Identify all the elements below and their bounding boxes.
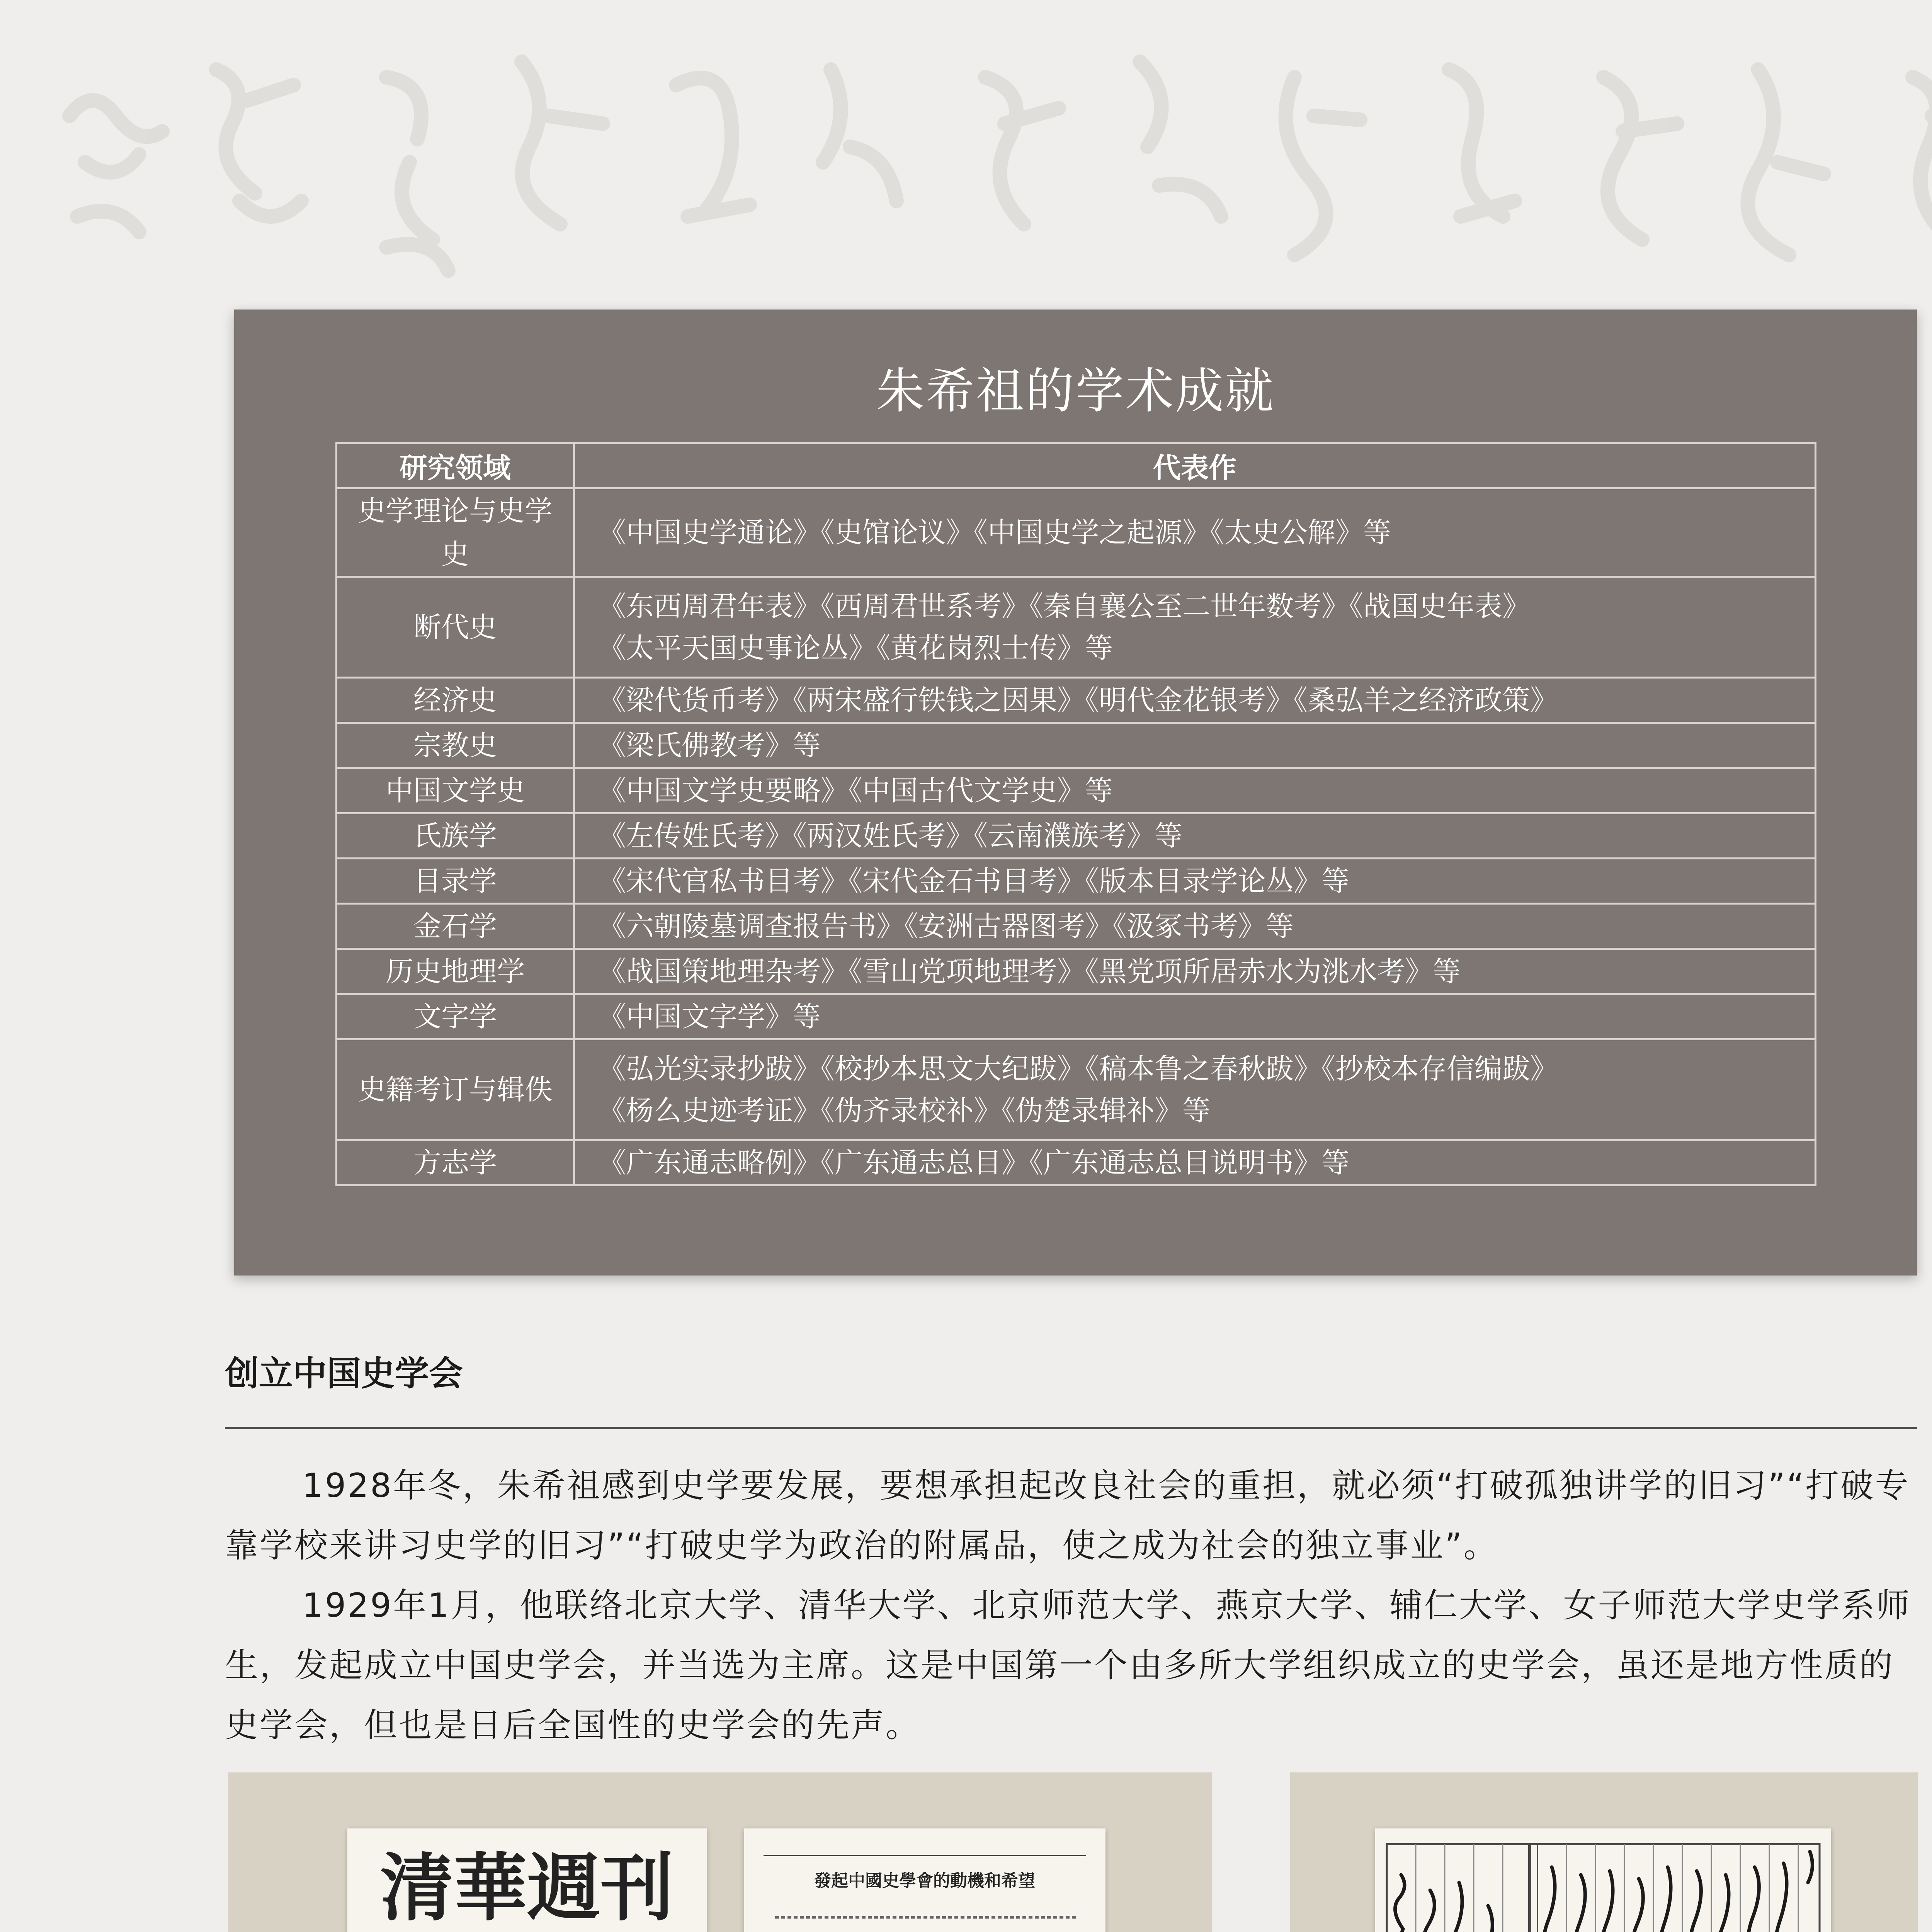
works-line: 《中国史学通论》《史馆论议》《中国史学之起源》《太史公解》等 — [598, 516, 1391, 549]
field-cell: 目录学 — [337, 859, 574, 904]
works-cell — [574, 488, 1816, 577]
works-cell — [574, 994, 1816, 1039]
works-cell — [574, 678, 1816, 723]
header-works: 代表作 — [574, 443, 1816, 488]
field-cell: 经济史 — [337, 678, 574, 723]
table-row — [337, 994, 1816, 1039]
field-cell: 断代史 — [337, 577, 574, 678]
field-cell: 中国文学史 — [337, 768, 574, 813]
works-line: 《中国文字学》等 — [598, 1000, 821, 1033]
field-cell: 历史地理学 — [337, 949, 574, 994]
table-row — [337, 1039, 1816, 1140]
field-cell: 史学理论与史学史 — [337, 488, 574, 577]
paragraph: 1928年冬，朱希祖感到史学要发展，要想承担起改良社会的重担，就必须“打破孤独讲学的旧习”“打破专靠学校来讲习史学的旧习”“打破史学为政治的附属品，使之成为社会的独立事业”。 — [225, 1466, 1910, 1565]
field-cell: 文字学 — [337, 994, 574, 1039]
table-row — [337, 678, 1816, 723]
table-row — [337, 1140, 1816, 1185]
achievements-table — [335, 442, 1816, 1186]
magazine-title: 清華週刊 — [380, 1845, 674, 1931]
table-row — [337, 813, 1816, 859]
table-row — [337, 768, 1816, 813]
works-line: 《宋代官私书目考》《宋代金石书目考》《版本目录学论丛》等 — [598, 865, 1350, 897]
works-line: 《太平天国史事论丛》《黄花岗烈士传》等 — [598, 632, 1113, 664]
table-row — [337, 904, 1816, 949]
achievements-panel — [234, 310, 1917, 1276]
works-cell — [574, 577, 1816, 678]
diary-page-image — [1375, 1828, 1831, 1932]
works-cell — [574, 768, 1816, 813]
works-line: 《梁代货币考》《两宋盛行铁钱之因果》《明代金花银考》《桑弘羊之经济政策》 — [598, 684, 1558, 716]
works-line: 《杨么史迹考证》《伪齐录校补》《伪楚录辑补》等 — [598, 1094, 1211, 1127]
panel-title: 朱希祖的学术成就 — [876, 363, 1275, 419]
table-row — [337, 488, 1816, 577]
works-cell — [574, 859, 1816, 904]
table-header-row — [337, 443, 1816, 488]
section-divider — [225, 1427, 1917, 1429]
table-row — [337, 859, 1816, 904]
works-line: 《左传姓氏考》《两汉姓氏考》《云南濮族考》等 — [598, 820, 1183, 852]
works-cell — [574, 1140, 1816, 1185]
works-line: 《广东通志略例》《广东通志总目》《广东通志总目说明书》等 — [598, 1146, 1350, 1179]
field-cell: 金石学 — [337, 904, 574, 949]
works-line: 《六朝陵墓调查报告书》《安洲古器图考》《汲冢书考》等 — [598, 910, 1294, 942]
table-row — [337, 949, 1816, 994]
photo-card-journal — [228, 1772, 1212, 1932]
article-title: 發起中國史學會的動機和希望 — [814, 1871, 1035, 1891]
works-cell — [574, 723, 1816, 768]
works-cell — [574, 904, 1816, 949]
field-cell: 史籍考订与辑佚 — [337, 1039, 574, 1140]
works-line: 《中国文学史要略》《中国古代文学史》等 — [598, 774, 1113, 807]
paragraph: 1929年1月，他联络北京大学、清华大学、北京师范大学、燕京大学、辅仁大学、女子师范大学史学系师生，发起成立中国史学会，并当选为主席。这是中国第一个由多所大学组织成立的史学会，虽还是地方性质的史学会，但也是日后全国性的史学会的先声。 — [225, 1586, 1911, 1745]
works-line: 《东西周君年表》《西周君世系考》《秦自襄公至二世年数考》《战国史年表》 — [598, 590, 1531, 622]
table-row — [337, 723, 1816, 768]
works-cell — [574, 813, 1816, 859]
works-line: 《梁氏佛教考》等 — [598, 729, 821, 762]
header-field: 研究领域 — [337, 443, 574, 488]
section-heading: 创立中国史学会 — [225, 1354, 463, 1393]
works-cell — [574, 949, 1816, 994]
photo-card-diary — [1290, 1772, 1918, 1932]
works-cell — [574, 1039, 1816, 1140]
works-line: 《弘光实录抄跋》《校抄本思文大纪跋》《稿本鲁之春秋跋》《抄校本存信编跋》 — [598, 1053, 1558, 1085]
table-row — [337, 577, 1816, 678]
field-cell: 氏族学 — [337, 813, 574, 859]
works-line: 《战国策地理杂考》《雪山党项地理考》《黑党项所居赤水为洮水考》等 — [598, 955, 1461, 988]
journal-cover-image — [347, 1828, 707, 1932]
journal-article-image — [744, 1828, 1105, 1932]
field-cell: 宗教史 — [337, 723, 574, 768]
field-cell: 方志学 — [337, 1140, 574, 1185]
